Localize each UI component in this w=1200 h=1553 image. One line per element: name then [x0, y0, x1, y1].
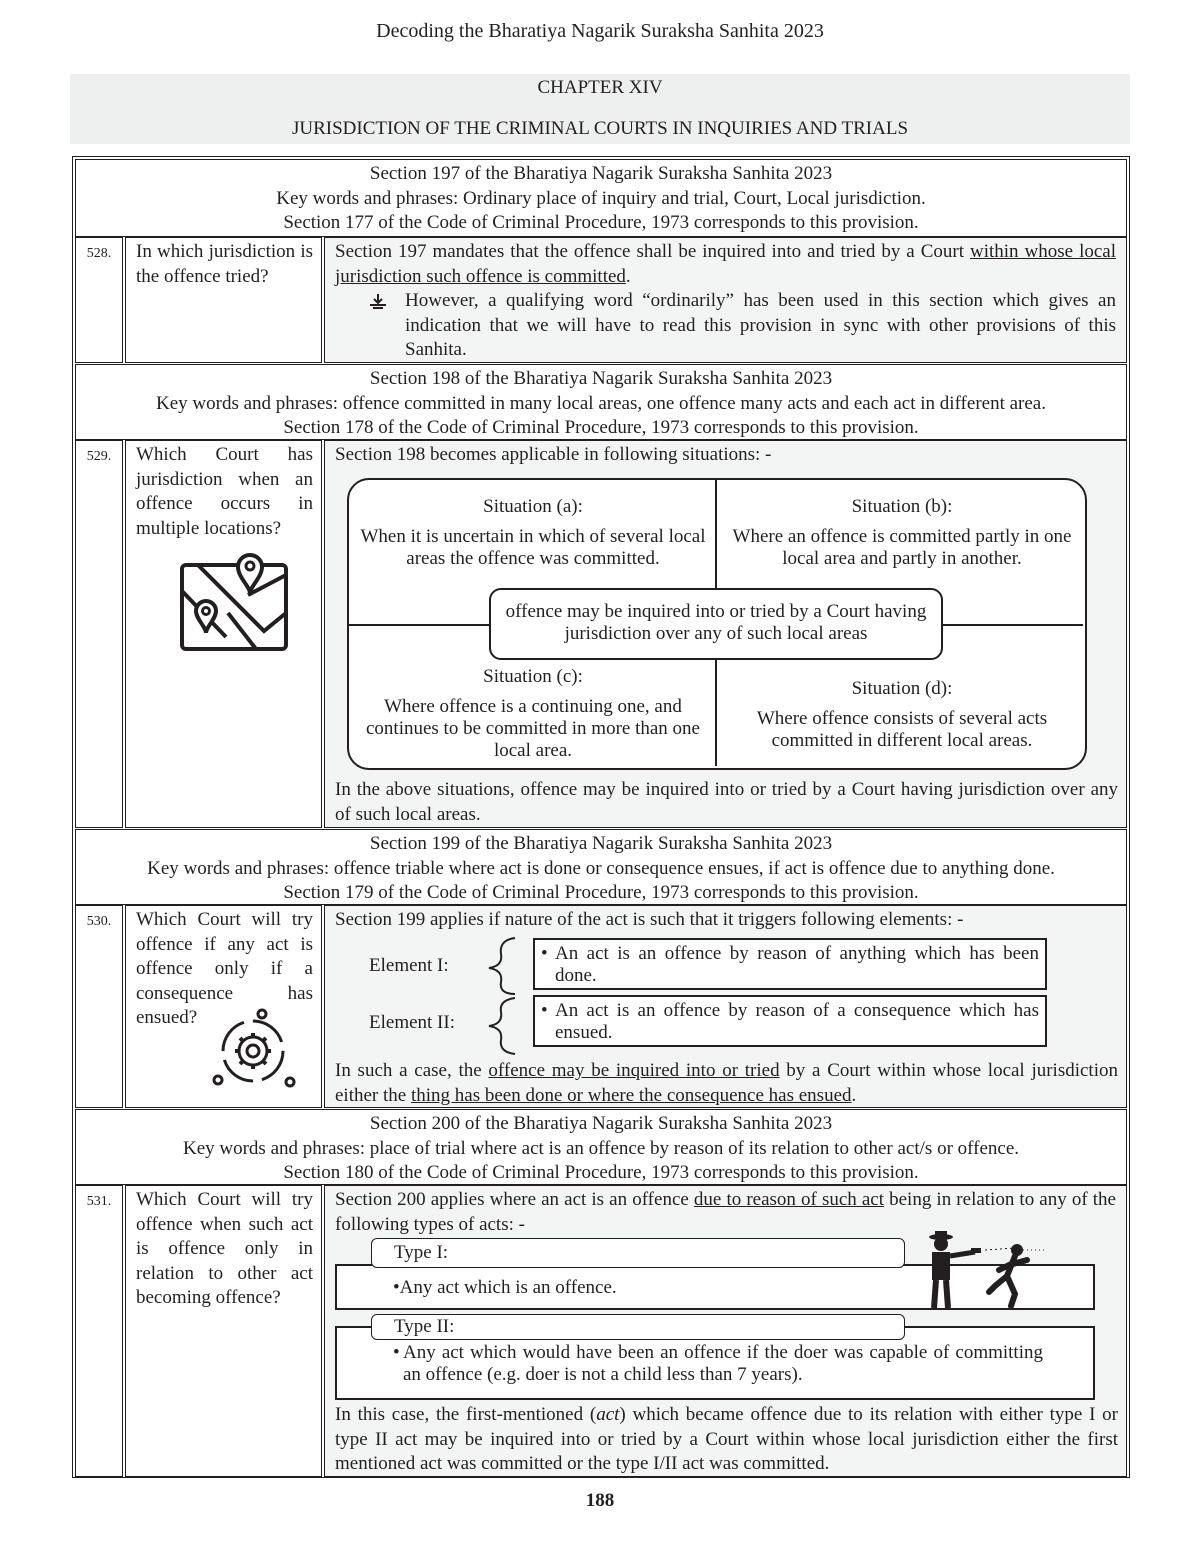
answer-cell [324, 905, 1127, 1108]
element-1-box: • An act is an offence by reason of anything which has been done. [533, 938, 1047, 990]
section-title: Section 200 of the Bharatiya Nagarik Suraksha Sanhita 2023 [369, 1113, 833, 1134]
answer-cell [324, 237, 1127, 363]
crpc-correspondence: Section 179 of the Code of Criminal Procedure, 1973 corresponds to this provision. [283, 882, 919, 903]
key-words: Key words and phrases: offence committed in many local areas, one offence many acts and each act in different area. [156, 392, 1046, 414]
crpc-correspondence: Section 178 of the Code of Criminal Procedure, 1973 corresponds to this provision. [283, 417, 919, 438]
chapter-number: CHAPTER XIV [537, 77, 663, 98]
answer-cell [324, 1185, 1127, 1477]
situations-diagram [347, 478, 1087, 770]
question-row-531 [75, 1185, 1127, 1477]
element-2-box: • An act is an offence by reason of a consequence which has ensued. [533, 995, 1047, 1047]
element-1-label: Element I: [369, 955, 449, 976]
answer-conclusion: In such a case, the offence may be inquired into or tried by a Court within whose local jurisdiction either the thing has been done or where the consequence has ensued. [335, 1060, 1118, 1106]
section-title: Section 197 of the Bharatiya Nagarik Suraksha Sanhita 2023 [369, 163, 833, 184]
question-text: Which Court will try offence when such act is offence only in relation to other act becoming offence? [125, 1185, 322, 1477]
answer-intro: Section 200 applies where an act is an offence due to reason of such act being in relation to any of the following types of acts: - [335, 1189, 1116, 1235]
chapter-heading [70, 74, 1130, 144]
section-title: Section 199 of the Bharatiya Nagarik Suraksha Sanhita 2023 [369, 833, 833, 854]
section-title: Section 198 of the Bharatiya Nagarik Suraksha Sanhita 2023 [369, 368, 833, 389]
page-number: 188 [585, 1490, 615, 1511]
question-text: Which Court will try offence if any act is offence only if a consequence has ensued? [136, 909, 313, 1028]
outcome-box: offence may be inquired into or tried by a Court having jurisdiction over any of such local areas [489, 588, 943, 660]
answer-intro: Section 198 becomes applicable in following situations: - [335, 444, 772, 465]
answer-conclusion: In the above situations, offence may be inquired into or tried by a Court having jurisdiction over any of such local areas. [335, 779, 1118, 825]
key-words: Key words and phrases: place of trial where act is an offence by reason of its relation to other act/s or offence. [182, 1137, 1020, 1159]
brace-icon [485, 936, 521, 1056]
question-number: 528. [75, 237, 123, 363]
section-197-heading [75, 159, 1127, 237]
section-198-heading [75, 364, 1127, 440]
section-200-heading [75, 1109, 1127, 1185]
type-1-label: Type I: [371, 1238, 905, 1268]
situation-b: Situation (b): Where an offence is committed partly in one local area and partly in another. [732, 496, 1072, 569]
note-item: However, a qualifying word “ordinarily” has been used in this section which gives an indication that we will have to read this provision in sync with other provisions of this Sanhita. [335, 289, 1116, 363]
map-location-icon [178, 553, 290, 653]
section-199-heading [75, 829, 1127, 905]
pointer-bullet-icon [369, 293, 387, 309]
question-number: 530. [75, 905, 123, 1108]
answer-text: Section 197 mandates that the offence shall be inquired into and tried by a Court within whose local jurisdiction such offence is committed. [335, 241, 1117, 287]
key-words: Key words and phrases: Ordinary place of inquiry and trial, Court, Local jurisdiction. [276, 187, 926, 209]
question-cell [125, 905, 322, 1108]
situation-d: Situation (d): Where offence consists of several acts committed in different local areas. [756, 678, 1048, 751]
answer-cell [324, 440, 1127, 828]
answer-intro: Section 199 applies if nature of the act is such that it triggers following elements: - [335, 909, 964, 930]
gear-cycle-icon [208, 1006, 298, 1096]
question-row-530 [75, 905, 1127, 1108]
question-text: Which Court has jurisdiction when an offence occurs in multiple locations? [136, 444, 313, 539]
answer-conclusion: In this case, the first-mentioned (act) which became offence due to its relation with either type I or type II act may be inquired into or tried by a Court within whose local jurisdiction either the first mentioned act was committed or the type I/II act was committed. [335, 1404, 1118, 1474]
question-cell [125, 440, 322, 828]
situation-a: Situation (a): When it is uncertain in which of several local areas the offence was committed. [360, 496, 706, 569]
crpc-correspondence: Section 180 of the Code of Criminal Procedure, 1973 corresponds to this provision. [283, 1162, 919, 1183]
key-words: Key words and phrases: offence triable where act is done or consequence ensues, if act is offence due to anything done. [147, 857, 1055, 879]
chapter-title: JURISDICTION OF THE CRIMINAL COURTS IN INQUIRIES AND TRIALS [291, 118, 909, 139]
running-header: Decoding the Bharatiya Nagarik Suraksha Sanhita 2023 [376, 20, 824, 42]
situation-c: Situation (c): Where offence is a continuing one, and continues to be committed in more than one local area. [365, 666, 700, 761]
question-row-528 [75, 237, 1127, 363]
crpc-correspondence: Section 177 of the Code of Criminal Procedure, 1973 corresponds to this provision. [283, 212, 919, 233]
shooting-figures-icon [915, 1230, 1055, 1310]
question-number: 531. [75, 1185, 123, 1477]
question-row-529 [75, 440, 1127, 828]
question-text: In which jurisdiction is the offence tried? [125, 237, 322, 363]
type-1-box: •Any act which is an offence. [335, 1264, 1095, 1310]
type-2-box: • Any act which would have been an offence if the doer was capable of committing an offence (e.g. doer is not a child less than 7 years). [335, 1326, 1095, 1400]
question-number: 529. [75, 440, 123, 828]
type-2-label: Type II: [371, 1314, 905, 1340]
element-2-label: Element II: [369, 1012, 455, 1033]
